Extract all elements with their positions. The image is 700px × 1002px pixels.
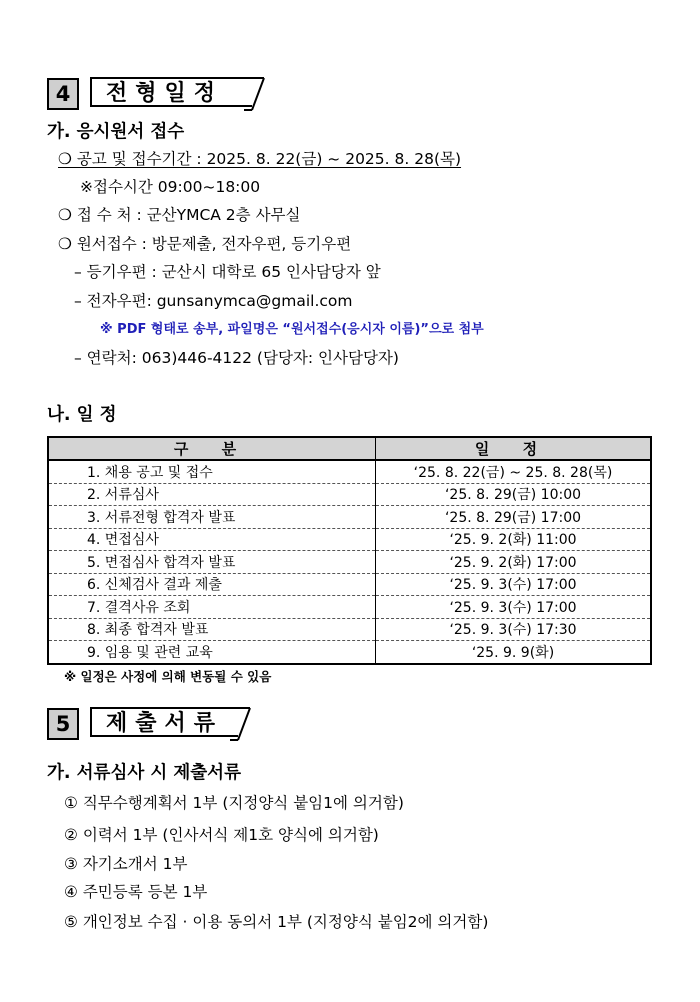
table-row: [48, 641, 651, 664]
section-4-title: 전형일정: [90, 77, 252, 107]
schedule-date: ‘25. 8. 29(금) 10:00: [376, 483, 652, 506]
table-row: [48, 506, 651, 529]
schedule-step: 3. 서류전형 합격자 발표: [48, 506, 376, 529]
schedule-date: ‘25. 9. 3(수) 17:00: [376, 596, 652, 619]
schedule-date: ‘25. 9. 3(수) 17:30: [376, 618, 652, 641]
section-4-heading-b: 나. 일 정: [47, 405, 117, 425]
schedule-table: [47, 436, 652, 665]
registered-mail-address: – 등기우편 : 군산시 대학로 65 인사담당자 앞: [74, 263, 381, 281]
schedule-header-category: 구 분: [48, 437, 376, 460]
document-item-5: ⑤ 개인정보 수집 · 이용 동의서 1부 (지정양식 붙임2에 의거함): [64, 913, 489, 931]
schedule-header-date: 일 정: [376, 437, 652, 460]
table-row: [48, 618, 651, 641]
schedule-date: ‘25. 8. 29(금) 17:00: [376, 506, 652, 529]
schedule-step: 6. 신체검사 결과 제출: [48, 573, 376, 596]
contact-info: – 연락처: 063)446-4122 (담당자: 인사담당자): [74, 349, 399, 367]
schedule-step: 5. 면접심사 합격자 발표: [48, 551, 376, 574]
schedule-step: 1. 채용 공고 및 접수: [48, 460, 376, 483]
table-row: [48, 460, 651, 483]
section-5-title-slash: [230, 707, 254, 741]
section-4-number: 4: [47, 78, 79, 110]
table-row: [48, 483, 651, 506]
section-4-heading-a: 가. 응시원서 접수: [47, 122, 185, 142]
schedule-date: ‘25. 9. 2(화) 11:00: [376, 528, 652, 551]
schedule-step: 9. 임용 및 관련 교육: [48, 641, 376, 664]
schedule-change-note: ※ 일정은 사정에 의해 변동될 수 있음: [64, 669, 272, 684]
application-method: ❍ 원서접수 : 방문제출, 전자우편, 등기우편: [58, 235, 352, 253]
email-file-note: ※ PDF 형태로 송부, 파일명은 “원서접수(응시자 이름)”으로 첨부: [100, 322, 484, 337]
section-5-title: 제출서류: [90, 707, 238, 737]
section-5-number: 5: [47, 708, 79, 740]
schedule-date: ‘25. 9. 3(수) 17:00: [376, 573, 652, 596]
document-item-4: ④ 주민등록 등본 1부: [64, 883, 208, 901]
schedule-table-header: [48, 437, 651, 460]
application-hours: ※접수시간 09:00~18:00: [80, 178, 261, 196]
document-item-1: ① 직무수행계획서 1부 (지정양식 붙임1에 의거함): [64, 794, 404, 812]
document-item-3: ③ 자기소개서 1부: [64, 855, 188, 873]
schedule-step: 4. 면접심사: [48, 528, 376, 551]
section-4-title-slash: [244, 77, 268, 111]
table-row: [48, 528, 651, 551]
document-item-2: ② 이력서 1부 (인사서식 제1호 양식에 의거함): [64, 826, 379, 844]
table-row: [48, 551, 651, 574]
application-place: ❍ 접 수 처 : 군산YMCA 2층 사무실: [58, 206, 301, 224]
section-5-heading-a: 가. 서류심사 시 제출서류: [47, 763, 241, 783]
table-row: [48, 573, 651, 596]
schedule-date: ‘25. 9. 9(화): [471, 644, 555, 661]
schedule-date: ‘25. 9. 2(화) 17:00: [376, 551, 652, 574]
table-row: [48, 596, 651, 619]
schedule-step: 8. 최종 합격자 발표: [48, 618, 376, 641]
application-period: ❍ 공고 및 접수기간 : 2025. 8. 22(금) ~ 2025. 8. 28(목): [58, 150, 462, 168]
schedule-step: 2. 서류심사: [48, 483, 376, 506]
schedule-step: 7. 결격사유 조회: [48, 596, 376, 619]
email-address: – 전자우편: gunsanymca@gmail.com: [74, 292, 353, 310]
schedule-date: ‘25. 8. 22(금) ~ 25. 8. 28(목): [376, 460, 652, 483]
